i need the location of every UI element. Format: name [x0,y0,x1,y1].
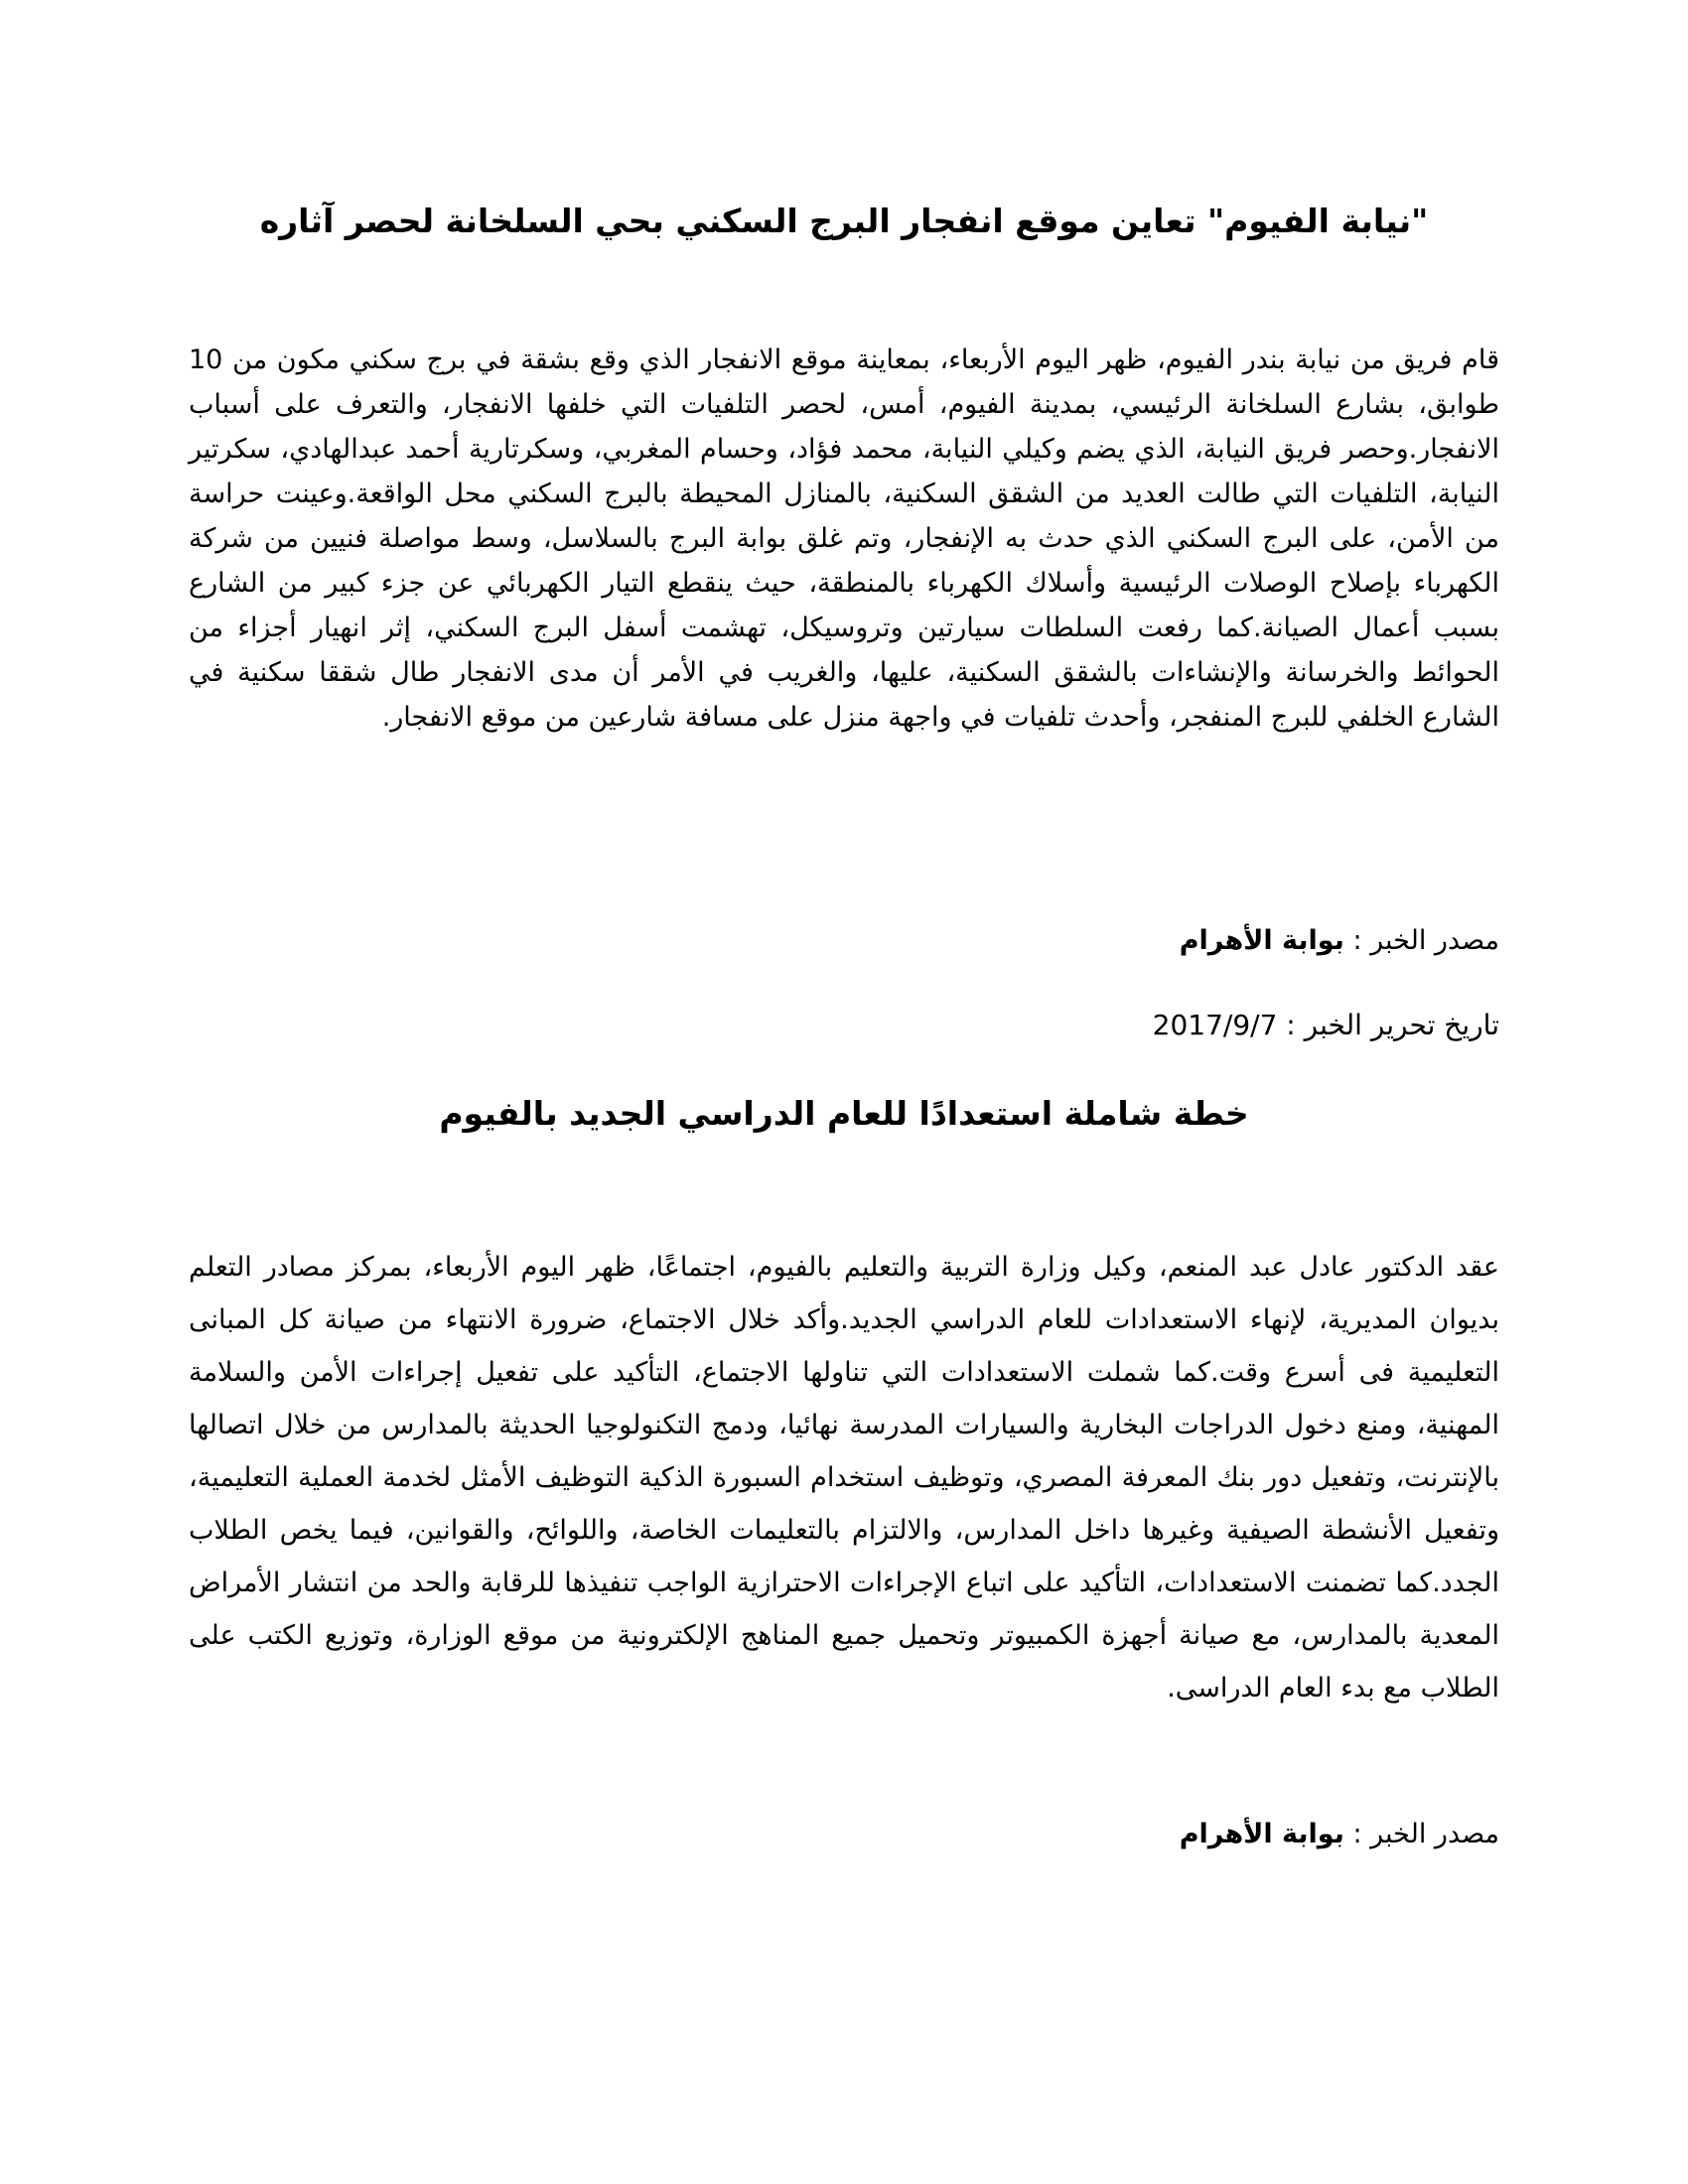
article-1-date-label: تاريخ تحرير الخبر : [1286,1009,1499,1041]
article-1-title: "نيابة الفيوم" تعاين موقع انفجار البرج السكني بحي السلخانة لحصر آثاره [259,202,1429,240]
article-2-title: خطة شاملة استعدادًا للعام الدراسي الجديد بالفيوم [439,1094,1249,1133]
article-2-body: عقد الدكتور عادل عبد المنعم، وكيل وزارة التربية والتعليم بالفيوم، اجتماعًا، ظهر اليوم الأربعاء، بمركز مصادر التعلم بديوان المديرية، لإنهاء الاستعدادات للعام الدراسي الجديد.وأكد خلال الاجتماع، ضرورة الانتهاء من صيانة كل المبانى التعليمية فى أسرع وقت.كما شملت الاستعدادات التي تناولها الاجتماع، التأكيد على تفعيل إجراءات الأمن والسلامة المهنية، ومنع دخول الدراجات البخارية والسيارات المدرسة نهائيا، ودمج التكنولوجيا الحديثة بالمدارس من خلال اتصالها بالإنترنت، وتفعيل دور بنك المعرفة المصري، وتوظيف استخدام السبورة الذكية التوظيف الأمثل لخدمة العملية التعليمية، وتفعيل الأنشطة الصيفية وغيرها داخل المدارس، والالتزام بالتعليمات الخاصة، واللوائح، والقوانين، فيما يخص الطلاب الجدد.كما تضمنت الاستعدادات، التأكيد على اتباع الإجراءات الاحترازية الواجب تنفيذها للرقابة والحد من انتشار الأمراض المعدية بالمدارس، مع صيانة أجهزة الكمبيوتر وتحميل جميع المناهج الإلكترونية من موقع الوزارة، وتوزيع الكتب على الطلاب مع بدء العام الدراسى. [189,1252,1499,1704]
article-1-source-label: مصدر الخبر : [1352,925,1499,956]
article-2-source-label: مصدر الخبر : [1352,1819,1499,1849]
article-1-date-value: 2017/9/7 [1152,1009,1278,1041]
article-2-source-value: بوابة الأهرام [1179,1819,1344,1849]
article-1-source-value: بوابة الأهرام [1179,925,1344,956]
article-1-date [1153,1009,1499,1041]
article-2-source [1180,1819,1499,1849]
article-1-body: قام فريق من نيابة بندر الفيوم، ظهر اليوم الأربعاء، بمعاينة موقع الانفجار الذي وقع بشقة في برج سكني مكون من 10 طوابق، بشارع السلخانة الرئيسي، بمدينة الفيوم، أمس، لحصر التلفيات التي خلفها الانفجار، والتعرف على أسباب الانفجار.وحصر فريق النيابة، الذي يضم وكيلي النيابة، محمد فؤاد، وحسام المغربي، وسكرتارية أحمد عبدالهادي، سكرتير النيابة، التلفيات التي طالت العديد من الشقق السكنية، بالمنازل المحيطة بالبرج السكني محل الواقعة.وعينت حراسة من الأمن، على البرج السكني الذي حدث به الإنفجار، وتم غلق بوابة البرج بالسلاسل، وسط مواصلة فنيين من شركة الكهرباء بإصلاح الوصلات الرئيسية وأسلاك الكهرباء بالمنطقة، حيث ينقطع التيار الكهربائي عن جزء كبير من الشارع بسبب أعمال الصيانة.كما رفعت السلطات سيارتين وتروسيكل، تهشمت أسفل البرج السكني، إثر انهيار أجزاء من الحوائط والخرسانة والإنشاءات بالشقق السكنية، عليها، والغريب في الأمر أن مدى الانفجار طال شققا سكنية في الشارع الخلفي للبرج المنفجر، وأحدث تلفيات في واجهة منزل على مسافة شارعين من موقع الانفجار. [189,344,1499,733]
article-1-source [1180,925,1499,956]
